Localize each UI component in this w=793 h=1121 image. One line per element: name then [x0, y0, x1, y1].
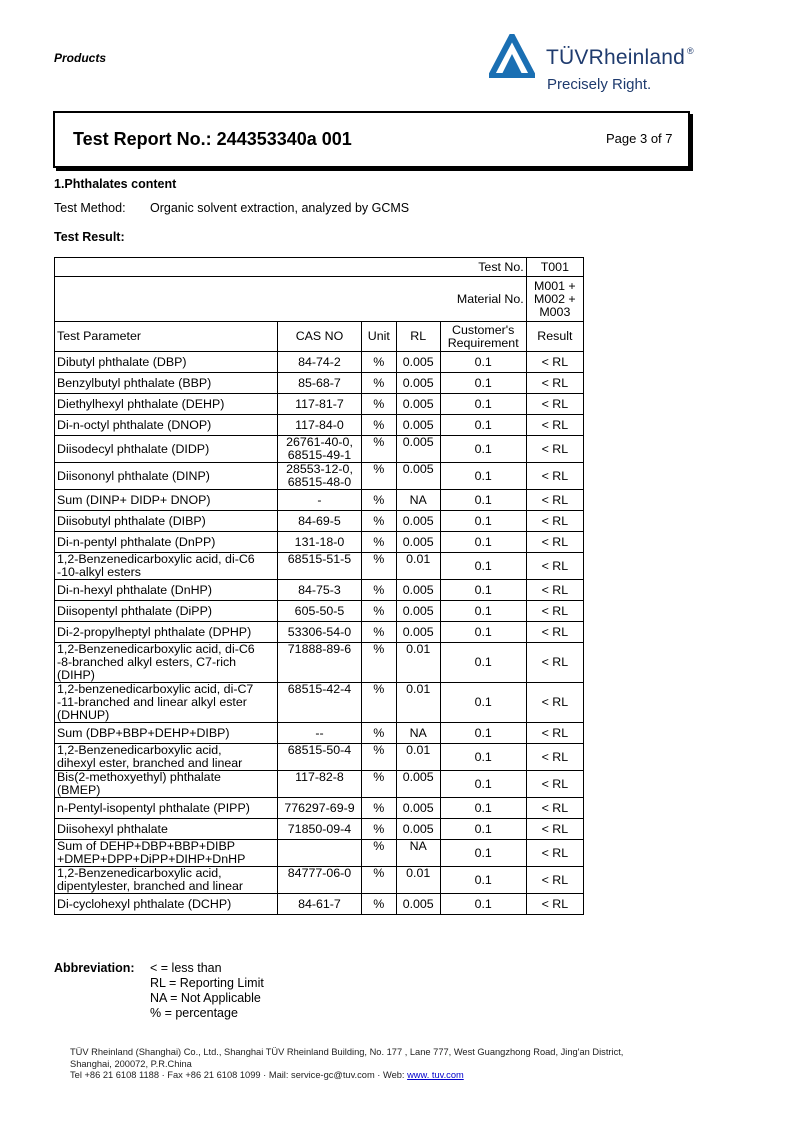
table-row	[55, 436, 584, 463]
cell-result: < RL	[526, 415, 583, 436]
cell-cas-no: 605-50-5	[278, 601, 362, 622]
cell-cas-no: 117-82-8	[278, 771, 362, 798]
material-no-row	[55, 277, 584, 322]
cell-unit: %	[361, 352, 396, 373]
table-row	[55, 394, 584, 415]
website-link[interactable]: www. tuv.com	[407, 1070, 464, 1080]
cell-parameter: Diisononyl phthalate (DINP)	[55, 463, 278, 490]
cell-rl: 0.01	[396, 643, 440, 683]
cell-rl: NA	[396, 840, 440, 867]
cell-rl: 0.005	[396, 819, 440, 840]
table-row	[55, 798, 584, 819]
cell-cas-no: 71850-09-4	[278, 819, 362, 840]
cell-unit: %	[361, 373, 396, 394]
cell-result: < RL	[526, 798, 583, 819]
table-row	[55, 723, 584, 744]
cell-result: < RL	[526, 723, 583, 744]
cell-parameter: Diisohexyl phthalate	[55, 819, 278, 840]
cell-requirement: 0.1	[440, 415, 526, 436]
table-row	[55, 683, 584, 723]
table-row	[55, 622, 584, 643]
cell-requirement: 0.1	[440, 394, 526, 415]
section-title: 1.Phthalates content	[54, 177, 177, 191]
cell-parameter: Di-n-hexyl phthalate (DnHP)	[55, 580, 278, 601]
table-row	[55, 415, 584, 436]
cell-cas-no: 117-81-7	[278, 394, 362, 415]
table-row	[55, 601, 584, 622]
cell-unit: %	[361, 819, 396, 840]
registered-mark: ®	[686, 46, 694, 56]
cell-requirement: 0.1	[440, 643, 526, 683]
cell-unit: %	[361, 532, 396, 553]
cell-unit: %	[361, 643, 396, 683]
cell-rl: 0.005	[396, 463, 440, 490]
cell-parameter: Sum of DEHP+DBP+BBP+DIBP +DMEP+DPP+DiPP+DIHP+DnHP	[55, 840, 278, 867]
abbreviation-item: NA = Not Applicable	[150, 991, 261, 1005]
cell-cas-no	[278, 840, 362, 867]
abbreviation-item: % = percentage	[150, 1006, 238, 1020]
table-row	[55, 553, 584, 580]
cell-parameter: Sum (DINP+ DIDP+ DNOP)	[55, 490, 278, 511]
cell-parameter: 1,2-Benzenedicarboxylic acid, di-C6 -10-alkyl esters	[55, 553, 278, 580]
cell-cas-no: 68515-50-4	[278, 744, 362, 771]
cell-result: < RL	[526, 894, 583, 915]
cell-parameter: Sum (DBP+BBP+DEHP+DIBP)	[55, 723, 278, 744]
test-result-label: Test Result:	[54, 230, 125, 244]
cell-unit: %	[361, 490, 396, 511]
cell-requirement: 0.1	[440, 352, 526, 373]
cell-rl: 0.005	[396, 601, 440, 622]
cell-cas-no: 84777-06-0	[278, 867, 362, 894]
cell-cas-no: 84-74-2	[278, 352, 362, 373]
test-no-label: Test No.	[55, 258, 527, 277]
cell-cas-no: 28553-12-0, 68515-48-0	[278, 463, 362, 490]
cell-parameter: Di-2-propylheptyl phthalate (DPHP)	[55, 622, 278, 643]
cell-parameter: Diisobutyl phthalate (DIBP)	[55, 511, 278, 532]
cell-unit: %	[361, 394, 396, 415]
cell-cas-no: 68515-42-4	[278, 683, 362, 723]
cell-rl: NA	[396, 723, 440, 744]
cell-rl: 0.005	[396, 415, 440, 436]
cell-result: < RL	[526, 394, 583, 415]
cell-result: < RL	[526, 511, 583, 532]
cell-unit: %	[361, 798, 396, 819]
page-number: Page 3 of 7	[606, 131, 673, 146]
cell-parameter: 1,2-benzenedicarboxylic acid, di-C7 -11-branched and linear alkyl ester (DHNUP)	[55, 683, 278, 723]
footer-contact-text: Tel +86 21 6108 1188 · Fax +86 21 6108 1099 · Mail: service-gc@tuv.com · Web:	[70, 1070, 408, 1080]
cell-requirement: 0.1	[440, 532, 526, 553]
cell-result: < RL	[526, 580, 583, 601]
cell-unit: %	[361, 867, 396, 894]
column-header: CAS NO	[278, 322, 362, 352]
brand-name-text: TÜVRheinland	[546, 46, 685, 69]
table-row	[55, 867, 584, 894]
cell-cas-no: 71888-89-6	[278, 643, 362, 683]
test-no-value: T001	[526, 258, 583, 277]
report-title: Test Report No.: 244353340a 001	[73, 129, 352, 149]
cell-cas-no: --	[278, 723, 362, 744]
cell-cas-no: 85-68-7	[278, 373, 362, 394]
cell-unit: %	[361, 894, 396, 915]
brand-name	[546, 46, 694, 70]
cell-parameter: Diisodecyl phthalate (DIDP)	[55, 436, 278, 463]
abbreviation-item: < = less than	[150, 961, 222, 975]
cell-parameter: n-Pentyl-isopentyl phthalate (PIPP)	[55, 798, 278, 819]
cell-result: < RL	[526, 532, 583, 553]
table-row	[55, 643, 584, 683]
footer-contact	[70, 1070, 730, 1082]
cell-result: < RL	[526, 744, 583, 771]
cell-result: < RL	[526, 553, 583, 580]
table-row	[55, 490, 584, 511]
cell-rl: 0.005	[396, 373, 440, 394]
cell-cas-no: 53306-54-0	[278, 622, 362, 643]
table-row	[55, 771, 584, 798]
cell-requirement: 0.1	[440, 373, 526, 394]
cell-cas-no: 68515-51-5	[278, 553, 362, 580]
cell-unit: %	[361, 553, 396, 580]
cell-requirement: 0.1	[440, 819, 526, 840]
cell-cas-no: 84-61-7	[278, 894, 362, 915]
cell-requirement: 0.1	[440, 894, 526, 915]
cell-unit: %	[361, 771, 396, 798]
test-no-row	[55, 258, 584, 277]
cell-cas-no: 131-18-0	[278, 532, 362, 553]
brand-slogan: Precisely Right.	[547, 76, 652, 93]
cell-unit: %	[361, 511, 396, 532]
cell-requirement: 0.1	[440, 683, 526, 723]
cell-rl: 0.005	[396, 352, 440, 373]
cell-cas-no: 26761-40-0, 68515-49-1	[278, 436, 362, 463]
cell-rl: 0.005	[396, 511, 440, 532]
cell-parameter: Di-cyclohexyl phthalate (DCHP)	[55, 894, 278, 915]
cell-requirement: 0.1	[440, 436, 526, 463]
cell-parameter: Dibutyl phthalate (DBP)	[55, 352, 278, 373]
cell-unit: %	[361, 622, 396, 643]
cell-parameter: Di-n-pentyl phthalate (DnPP)	[55, 532, 278, 553]
cell-result: < RL	[526, 683, 583, 723]
section-label: Products	[54, 51, 107, 65]
table-row	[55, 511, 584, 532]
cell-parameter: 1,2-Benzenedicarboxylic acid, dihexyl ester, branched and linear	[55, 744, 278, 771]
tuv-logo-icon	[489, 34, 535, 78]
cell-cas-no: -	[278, 490, 362, 511]
cell-requirement: 0.1	[440, 490, 526, 511]
cell-unit: %	[361, 683, 396, 723]
cell-requirement: 0.1	[440, 601, 526, 622]
cell-rl: 0.01	[396, 867, 440, 894]
cell-requirement: 0.1	[440, 553, 526, 580]
cell-requirement: 0.1	[440, 723, 526, 744]
cell-rl: 0.005	[396, 622, 440, 643]
cell-result: < RL	[526, 463, 583, 490]
column-header: Customer's Requirement	[440, 322, 526, 352]
cell-result: < RL	[526, 601, 583, 622]
cell-unit: %	[361, 415, 396, 436]
cell-rl: 0.005	[396, 798, 440, 819]
table-row	[55, 744, 584, 771]
cell-result: < RL	[526, 840, 583, 867]
cell-rl: 0.01	[396, 683, 440, 723]
cell-requirement: 0.1	[440, 511, 526, 532]
abbreviation-list	[150, 961, 264, 1021]
cell-rl: 0.01	[396, 553, 440, 580]
cell-requirement: 0.1	[440, 840, 526, 867]
material-no-value: M001 + M002 + M003	[526, 277, 583, 322]
table-row	[55, 373, 584, 394]
column-header: Result	[526, 322, 583, 352]
cell-requirement: 0.1	[440, 771, 526, 798]
cell-result: < RL	[526, 373, 583, 394]
test-method-label: Test Method:	[54, 201, 126, 215]
cell-cas-no: 117-84-0	[278, 415, 362, 436]
cell-rl: 0.005	[396, 580, 440, 601]
cell-requirement: 0.1	[440, 798, 526, 819]
footer-line: Shanghai, 200072, P.R.China	[70, 1058, 192, 1069]
cell-cas-no: 776297-69-9	[278, 798, 362, 819]
cell-rl: 0.005	[396, 436, 440, 463]
cell-rl: NA	[396, 490, 440, 511]
footer-address	[70, 1047, 730, 1082]
table-row	[55, 580, 584, 601]
column-header: Unit	[361, 322, 396, 352]
cell-result: < RL	[526, 771, 583, 798]
cell-result: < RL	[526, 622, 583, 643]
table-row	[55, 894, 584, 915]
table-row	[55, 819, 584, 840]
abbreviation-item: RL = Reporting Limit	[150, 976, 264, 990]
cell-result: < RL	[526, 490, 583, 511]
cell-cas-no: 84-75-3	[278, 580, 362, 601]
cell-rl: 0.005	[396, 771, 440, 798]
cell-rl: 0.01	[396, 744, 440, 771]
cell-parameter: Diisopentyl phthalate (DiPP)	[55, 601, 278, 622]
table-row	[55, 463, 584, 490]
cell-rl: 0.005	[396, 532, 440, 553]
cell-parameter: Di-n-octyl phthalate (DNOP)	[55, 415, 278, 436]
results-table	[54, 257, 584, 915]
footer-line: TÜV Rheinland (Shanghai) Co., Ltd., Shanghai TÜV Rheinland Building, No. 177 , Lane 777, West Guangzhong Road, Jing'an District,	[70, 1047, 624, 1057]
cell-unit: %	[361, 463, 396, 490]
column-header: Test Parameter	[55, 322, 278, 352]
cell-result: < RL	[526, 643, 583, 683]
cell-parameter: 1,2-Benzenedicarboxylic acid, dipentylester, branched and linear	[55, 867, 278, 894]
table-row	[55, 532, 584, 553]
cell-requirement: 0.1	[440, 580, 526, 601]
cell-parameter: Benzylbutyl phthalate (BBP)	[55, 373, 278, 394]
cell-result: < RL	[526, 352, 583, 373]
cell-requirement: 0.1	[440, 744, 526, 771]
table-row	[55, 352, 584, 373]
abbreviation-label: Abbreviation:	[54, 961, 135, 975]
cell-requirement: 0.1	[440, 463, 526, 490]
cell-result: < RL	[526, 436, 583, 463]
cell-requirement: 0.1	[440, 622, 526, 643]
cell-result: < RL	[526, 867, 583, 894]
column-header: RL	[396, 322, 440, 352]
table-header-row	[55, 322, 584, 352]
cell-unit: %	[361, 436, 396, 463]
cell-unit: %	[361, 723, 396, 744]
cell-result: < RL	[526, 819, 583, 840]
cell-requirement: 0.1	[440, 867, 526, 894]
table-row	[55, 840, 584, 867]
cell-unit: %	[361, 744, 396, 771]
cell-unit: %	[361, 580, 396, 601]
cell-unit: %	[361, 601, 396, 622]
cell-parameter: Diethylhexyl phthalate (DEHP)	[55, 394, 278, 415]
material-no-label: Material No.	[55, 277, 527, 322]
test-method-value: Organic solvent extraction, analyzed by GCMS	[150, 201, 410, 215]
cell-cas-no: 84-69-5	[278, 511, 362, 532]
cell-parameter: 1,2-Benzenedicarboxylic acid, di-C6 -8-branched alkyl esters, C7-rich (DIHP)	[55, 643, 278, 683]
cell-rl: 0.005	[396, 394, 440, 415]
cell-unit: %	[361, 840, 396, 867]
cell-rl: 0.005	[396, 894, 440, 915]
cell-parameter: Bis(2-methoxyethyl) phthalate (BMEP)	[55, 771, 278, 798]
